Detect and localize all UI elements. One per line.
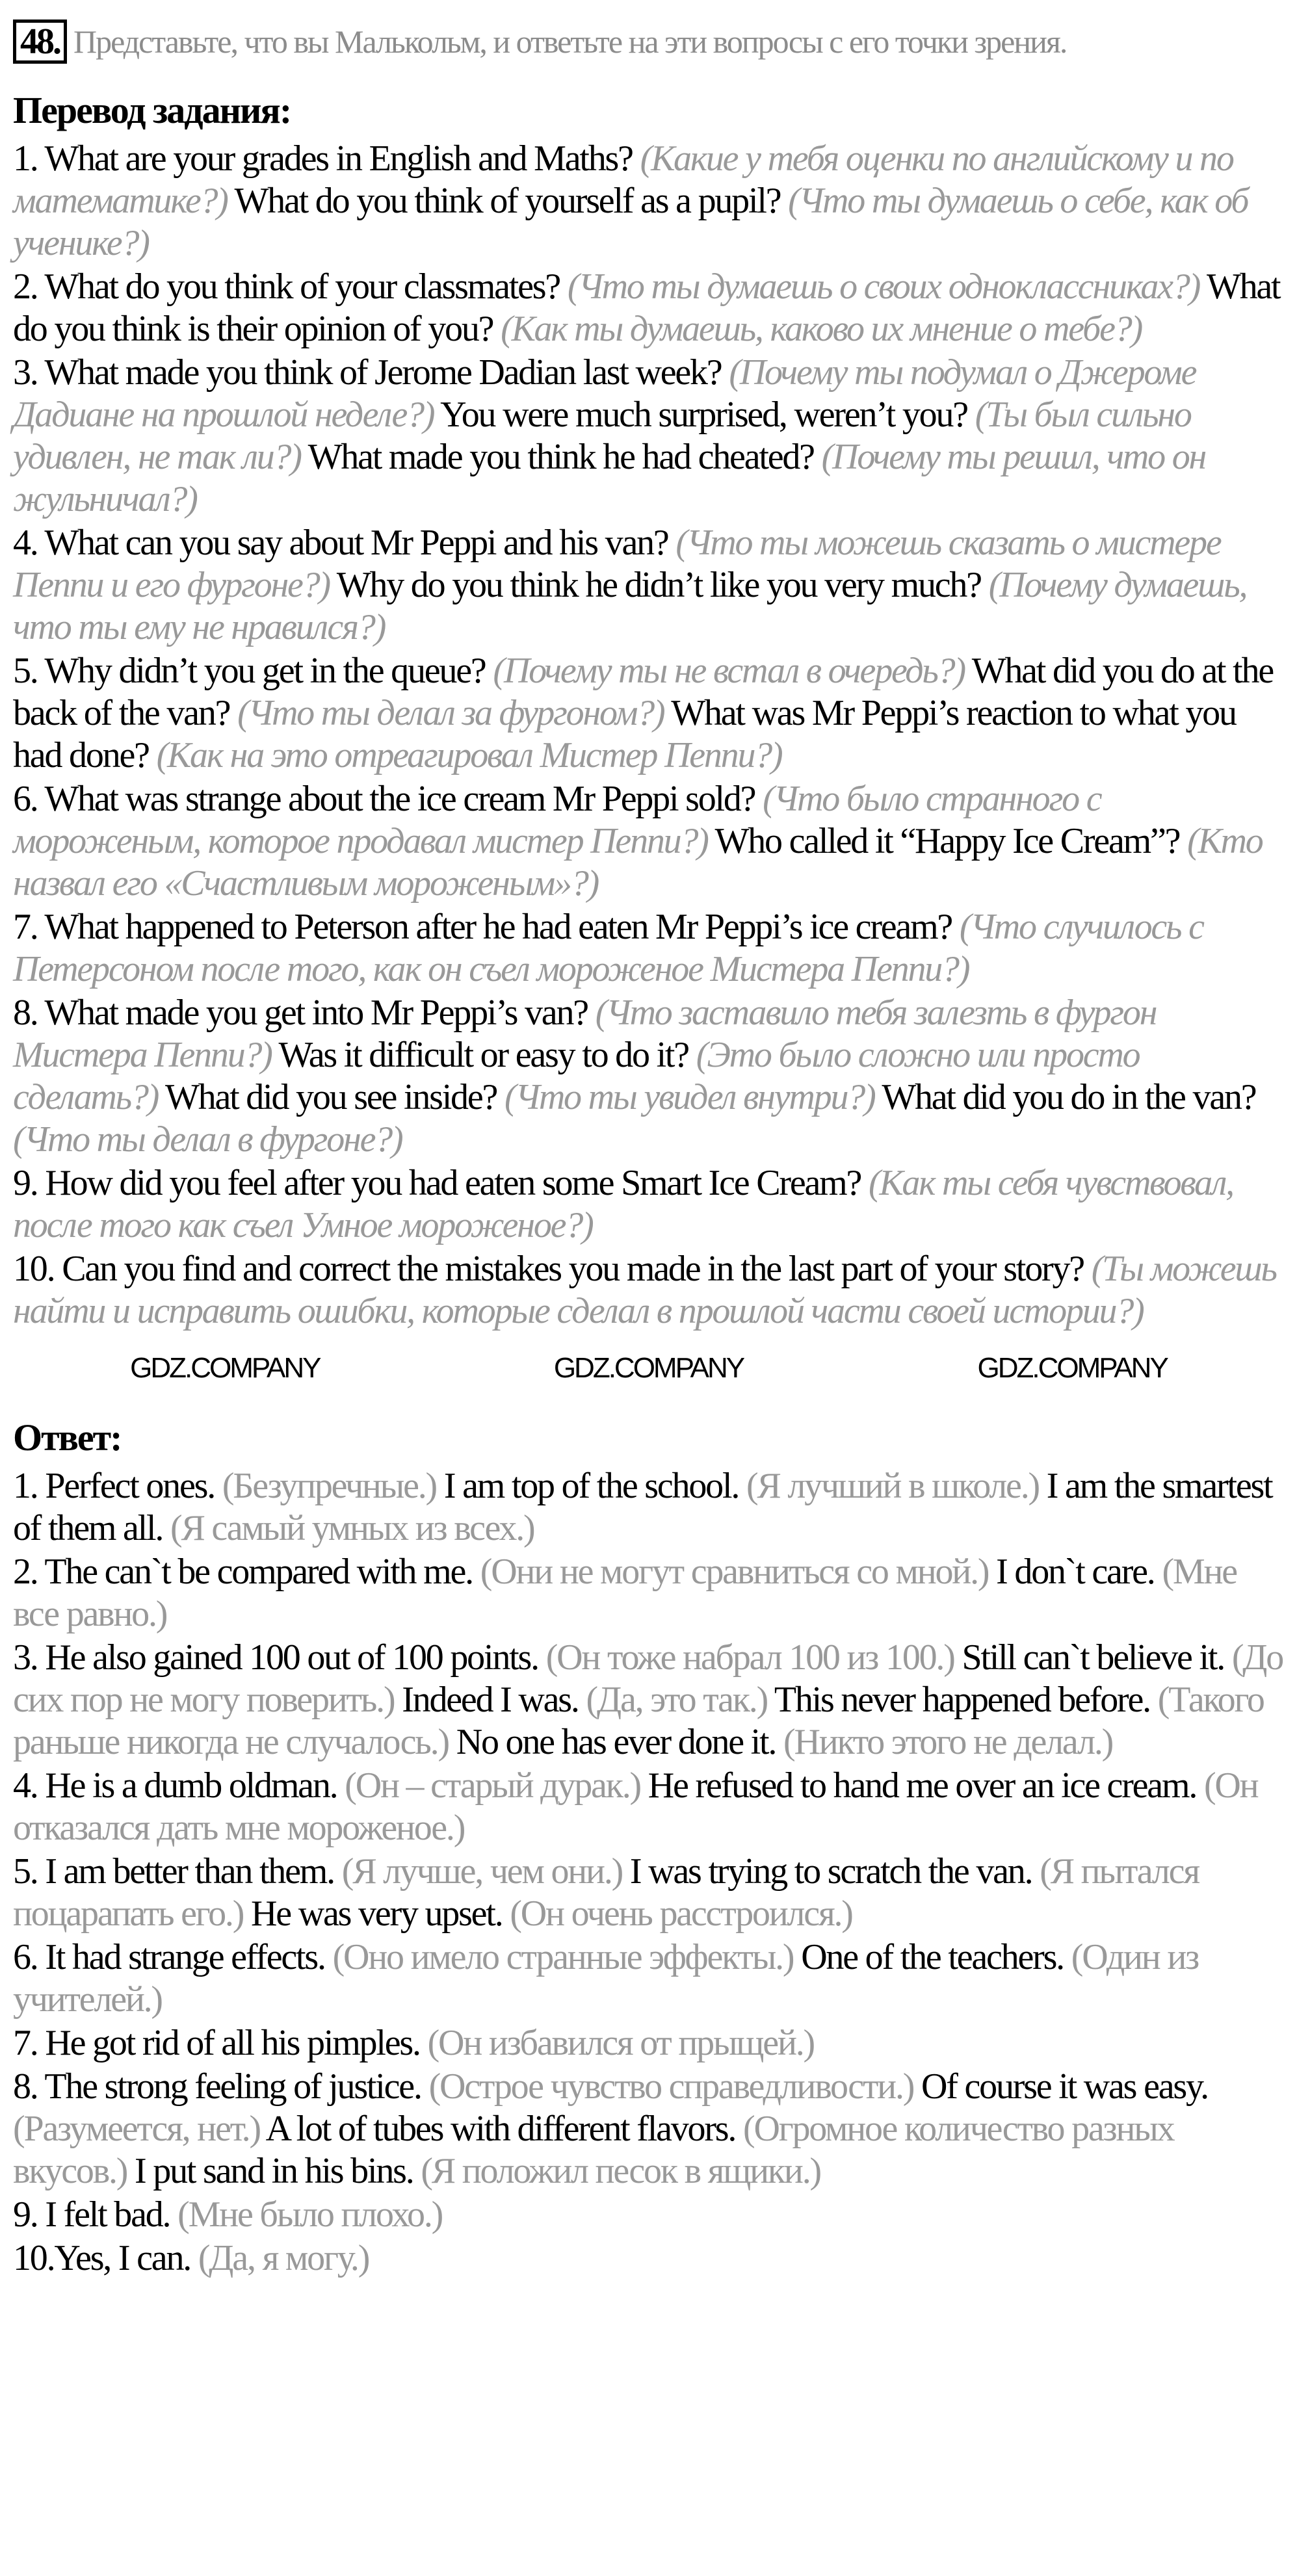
question xyxy=(13,522,1284,649)
answer-text: I put sand in his bins. xyxy=(135,2151,413,2191)
answer-text: This never happened before. xyxy=(774,1680,1150,1720)
answer-translation: (Один из учителей.) xyxy=(13,1937,1199,2020)
answer xyxy=(13,1637,1284,1763)
question-text: What did you do in the van? xyxy=(882,1077,1256,1117)
answer-text: 7. He got rid of all his pimples. xyxy=(13,2023,420,2063)
watermark: GDZ.COMPANY xyxy=(977,1352,1167,1384)
answer-text: One of the teachers. xyxy=(801,1937,1064,1977)
question-translation: (Почему ты подумал о Джероме Дадиане на прошлой неделе?) xyxy=(13,352,1196,435)
question-text: 2. What do you think of your classmates? xyxy=(13,267,560,307)
question xyxy=(13,778,1284,905)
question-translation: (Что заставило тебя залезть в фургон Мистера Пеппи?) xyxy=(13,993,1157,1075)
question-translation: (Что ты делал за фургоном?) xyxy=(237,693,664,733)
answer-translation: (Он избавился от прыщей.) xyxy=(427,2023,814,2063)
question-text: Who called it “Happy Ice Cream”? xyxy=(714,821,1180,861)
answer xyxy=(13,1765,1284,1849)
answer-text: 9. I felt bad. xyxy=(13,2194,170,2235)
answer-text: 5. I am better than them. xyxy=(13,1851,334,1892)
watermark: GDZ.COMPANY xyxy=(553,1352,744,1384)
translation-heading: Перевод задания: xyxy=(13,89,291,131)
question-translation: (Почему ты решил, что он жульничал?) xyxy=(13,437,1206,519)
question-text: What was Mr Peppi’s reaction to what you had done? xyxy=(13,693,1236,775)
question-text: Was it difficult or easy to do it? xyxy=(278,1035,688,1075)
answer-translation: (Разумеется, нет.) xyxy=(13,2109,260,2149)
answer-translation: (Я лучше, чем они.) xyxy=(341,1851,623,1892)
question-translation: (Что ты думаешь о своих одноклассниках?) xyxy=(567,267,1200,307)
question-translation: (Что ты думаешь о себе, как об ученике?) xyxy=(13,181,1248,263)
answer-translation: (Он тоже набрал 100 из 100.) xyxy=(545,1637,954,1678)
question xyxy=(13,1162,1284,1247)
answer-translation: (Да, это так.) xyxy=(586,1680,768,1720)
question-text: 10. Can you find and correct the mistakes you made in the last part of your story? xyxy=(13,1249,1084,1289)
question-text: What did you do at the back of the van? xyxy=(13,651,1273,733)
watermark: GDZ.COMPANY xyxy=(130,1352,320,1384)
question-text: 4. What can you say about Mr Peppi and his van? xyxy=(13,523,668,563)
question-translation: (Это было сложно или просто сделать?) xyxy=(13,1035,1140,1117)
question-translation: (Как на это отреагировал Мистер Пеппи?) xyxy=(156,735,782,775)
answer xyxy=(13,1551,1284,1635)
question-translation: (Ты был сильно удивлен, не так ли?) xyxy=(13,395,1191,477)
answer-translation: (Мне было плохо.) xyxy=(177,2194,443,2235)
question-text: 6. What was strange about the ice cream Mr Peppi sold? xyxy=(13,779,755,819)
question-translation: (Что случилось с Петерсоном после того, как он съел мороженое Мистера Пеппи?) xyxy=(13,907,1203,989)
answer-text: I am top of the school. xyxy=(443,1466,739,1506)
answer-text: 8. The strong feeling of justice. xyxy=(13,2066,421,2107)
question-translation: (Как ты себя чувствовал, после того как съел Умное мороженое?) xyxy=(13,1163,1233,1245)
question-text: You were much surprised, weren’t you? xyxy=(440,395,967,435)
question-translation: (Что ты делал в фургоне?) xyxy=(13,1119,402,1160)
question-text: 9. How did you feel after you had eaten some Smart Ice Cream? xyxy=(13,1163,861,1203)
answer xyxy=(13,1851,1284,1935)
question-translation: (Какие у тебя оценки по английскому и по математике?) xyxy=(13,138,1233,221)
answer-text: 6. It had strange effects. xyxy=(13,1937,325,1977)
question-text: Why do you think he didn’t like you very much? xyxy=(336,565,981,605)
task-text: Представьте, что вы Малькольм, и ответьте на эти вопросы с его точки зрения. xyxy=(73,23,1067,60)
question-translation: (Как ты думаешь, каково их мнение о тебе?) xyxy=(501,309,1142,349)
answer-text: 3. He also gained 100 out of 100 points. xyxy=(13,1637,538,1678)
question-text: 7. What happened to Peterson after he had eaten Mr Peppi’s ice cream? xyxy=(13,907,952,947)
answer-translation: (Они не могут сравниться со мной.) xyxy=(480,1552,989,1592)
answer xyxy=(13,2066,1284,2192)
exercise-number: 48. xyxy=(13,20,67,64)
question-text: What do you think of yourself as a pupil? xyxy=(234,181,781,221)
answer-translation: (Такого раньше никогда не случалось.) xyxy=(13,1680,1264,1762)
question xyxy=(13,992,1284,1161)
answer xyxy=(13,1465,1284,1550)
answer-text: A lot of tubes with different flavors. xyxy=(265,2109,736,2149)
question-text: 5. Why didn’t you get in the queue? xyxy=(13,651,486,691)
answer-text: No one has ever done it. xyxy=(456,1722,776,1762)
answer-translation: (Он – старый дурак.) xyxy=(345,1765,640,1806)
answer-text: He was very upset. xyxy=(251,1893,503,1934)
answer-text: 2. The can`t be compared with me. xyxy=(13,1552,473,1592)
answer-translation: (Оно имело странные эффекты.) xyxy=(332,1937,794,1977)
answer-translation: (Он очень расстроился.) xyxy=(510,1893,852,1934)
answer-text: I was trying to scratch the van. xyxy=(629,1851,1032,1892)
answer-translation: (Безупречные.) xyxy=(222,1466,437,1506)
question xyxy=(13,266,1284,350)
answer-heading: Ответ: xyxy=(13,1416,122,1459)
answer-text: Still can`t believe it. xyxy=(962,1637,1224,1678)
exercise-page xyxy=(13,0,1284,2294)
answer-translation: (До сих пор не могу поверить.) xyxy=(13,1637,1283,1720)
question-text: What made you think he had cheated? xyxy=(308,437,814,477)
answer-translation: (Огромное количество разных вкусов.) xyxy=(13,2109,1174,2191)
answer-translation: (Да, я могу.) xyxy=(198,2238,369,2278)
task-header xyxy=(13,0,1284,64)
answer-text: I don`t care. xyxy=(996,1552,1155,1592)
watermark-row xyxy=(13,1352,1284,1391)
answer-translation: (Острое чувство справедливости.) xyxy=(428,2066,914,2107)
answer-text: I am the smartest of them all. xyxy=(13,1466,1272,1548)
answer-translation: (Я лучший в школе.) xyxy=(746,1466,1039,1506)
answer-text: Indeed I was. xyxy=(402,1680,579,1720)
question-text: 1. What are your grades in English and Maths? xyxy=(13,138,633,179)
answer xyxy=(13,1936,1284,2021)
answer-text: 1. Perfect ones. xyxy=(13,1466,215,1506)
question xyxy=(13,138,1284,265)
question-translation: (Ты можешь найти и исправить ошибки, которые сделал в прошлой части своей истории?) xyxy=(13,1249,1276,1331)
question-text: 3. What made you think of Jerome Dadian last week? xyxy=(13,352,722,393)
answer-translation: (Я самый умных из всех.) xyxy=(170,1508,534,1548)
answer-translation: (Никто этого не делал.) xyxy=(783,1722,1113,1762)
answer-translation: (Он отказался дать мне мороженое.) xyxy=(13,1765,1258,1848)
answer xyxy=(13,2194,1284,2236)
answer-translation: (Мне все равно.) xyxy=(13,1552,1237,1634)
question-translation: (Что ты можешь сказать о мистере Пеппи и его фургоне?) xyxy=(13,523,1221,605)
question-translation: (Кто назвал его «Счастливым мороженым»?) xyxy=(13,821,1263,904)
question-translation: (Почему ты не встал в очередь?) xyxy=(493,651,965,691)
question xyxy=(13,650,1284,777)
question-text: What did you see inside? xyxy=(165,1077,497,1117)
question-translation: (Что было странного с мороженым, которое продавал мистер Пеппи?) xyxy=(13,779,1101,861)
question xyxy=(13,906,1284,991)
answer-text: Of course it was easy. xyxy=(921,2066,1208,2107)
answer-translation: (Я положил песок в ящики.) xyxy=(421,2151,820,2191)
questions-list xyxy=(13,138,1284,1333)
answer-text: 4. He is a dumb oldman. xyxy=(13,1765,337,1806)
question-translation: (Что ты увидел внутри?) xyxy=(504,1077,875,1117)
answer xyxy=(13,2022,1284,2064)
answer xyxy=(13,2237,1284,2280)
question xyxy=(13,1248,1284,1333)
answers-list xyxy=(13,1465,1284,2280)
question xyxy=(13,352,1284,521)
question-text: What do you think is their opinion of you? xyxy=(13,267,1280,349)
question-text: 8. What made you get into Mr Peppi’s van? xyxy=(13,993,588,1033)
answer-text: 10.Yes, I can. xyxy=(13,2238,191,2278)
answer-text: He refused to hand me over an ice cream. xyxy=(648,1765,1197,1806)
question-translation: (Почему думаешь, что ты ему не нравился?) xyxy=(13,565,1247,647)
answer-translation: (Я пытался поцарапать его.) xyxy=(13,1851,1199,1934)
